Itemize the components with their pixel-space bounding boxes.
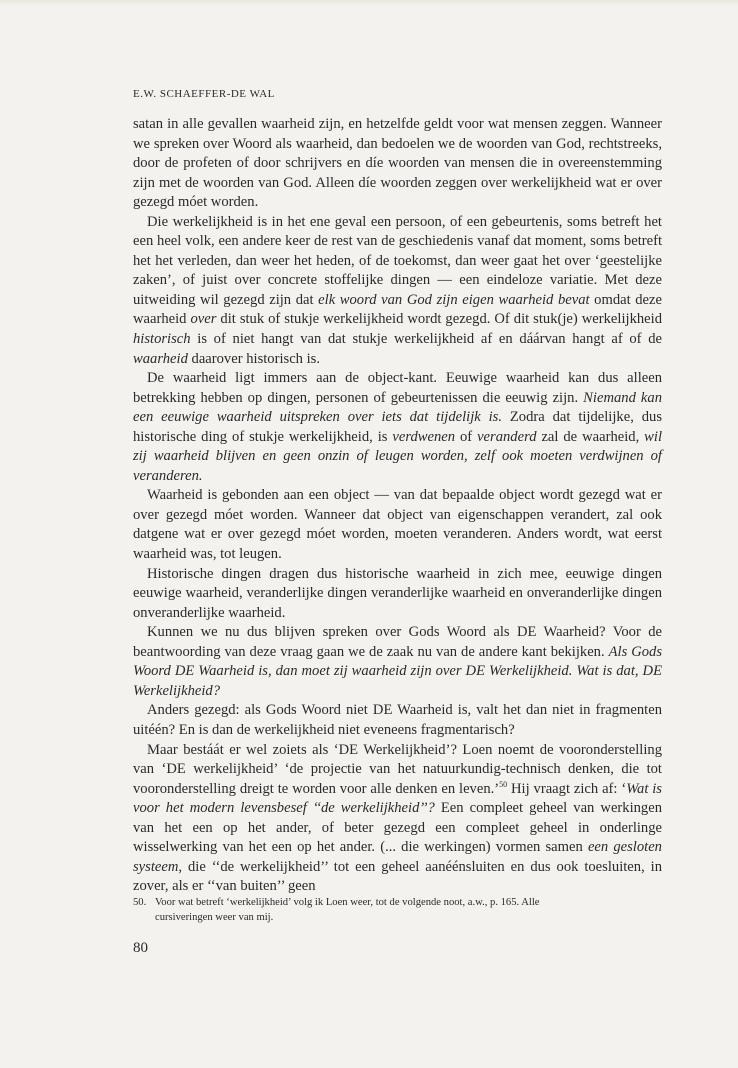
italic-text: elk woord van God zijn eigen waarheid bevat bbox=[318, 291, 590, 308]
paragraph bbox=[133, 369, 662, 486]
text-segment: Anders gezegd: als Gods Woord niet DE Waarheid is, valt het dan niet in fragmenten uitéén? En is dan de werkelijkheid niet eveneens fragmentarisch? bbox=[133, 702, 662, 738]
italic-text: Als Gods Woord DE Waarheid is, dan moet zij waarheid zijn over DE Werkelijkheid. Wat is dat, DE Werkelijkheid? bbox=[133, 643, 663, 699]
text-segment: De waarheid ligt immers aan de object-kant. Eeuwige waarheid kan dus alleen betrekking hebben op dingen, personen of gebeurtenissen die eeuwig zijn. bbox=[133, 370, 662, 406]
italic-text: wil zij waarheid blijven en geen onzin of leugen worden, zelf ook moeten verdwijnen of veranderen. bbox=[133, 428, 662, 484]
footnote-number: 50. bbox=[133, 897, 147, 908]
italic-text: verdwenen bbox=[392, 428, 456, 445]
text-segment: Die werkelijkheid is in het ene geval een persoon, of een gebeurtenis, soms betreft het een heel volk, een andere keer de rest van de geschiedenis vanaf dat moment, soms betreft het het verleden, dan weer het heden, of de toekomst, dan weer gaat het over ‘geestelijke zaken’, of juist over concrete stoffelijke dingen — een eindeloze variatie. Met deze uitweiding wil gezegd zijn dat bbox=[133, 213, 662, 308]
text-segment: is of niet hangt van dat stukje werkelijkheid af en dáárvan hangt af of de bbox=[190, 331, 662, 348]
paragraph bbox=[133, 115, 662, 213]
text-segment: Kunnen we nu dus blijven spreken over Gods Woord als DE Waarheid? Voor de beantwoording van deze vraag gaan we de zaak nu van de andere kant bekijken. bbox=[133, 624, 662, 660]
italic-text: Wat is voor het modern levensbesef ‘‘de werkelijkheid’’? bbox=[133, 780, 662, 817]
footnote-reference: 50 bbox=[499, 779, 508, 789]
paragraph bbox=[133, 701, 662, 740]
page-top-edge bbox=[0, 0, 738, 6]
footnote-text-line-2: cursiveringen weer van mij. bbox=[155, 912, 274, 923]
text-segment: satan in alle gevallen waarheid zijn, en hetzelfde geldt voor wat mensen zeggen. Wanneer we spreken over Woord als waarheid, dan bedoelen we de woorden van God, rechtstreeks, door de profeten of door schrijvers en díe woorden van mensen die in overeenstemming zijn met de woorden van God. Alleen díe woorden zeggen over werkelijkheid wat er over gezegd móet worden. bbox=[133, 116, 662, 211]
footnote-text-line-1: Voor wat betreft ‘werkelijkheid’ volg ik Loen weer, tot de volgende noot, a.w., p. 165. Alle bbox=[155, 897, 540, 908]
paragraph bbox=[133, 213, 662, 369]
paragraph bbox=[133, 741, 662, 897]
paragraph bbox=[133, 623, 662, 701]
italic-text: veranderd bbox=[477, 428, 537, 445]
text-segment: of bbox=[455, 428, 478, 445]
text-segment: daarover historisch is. bbox=[187, 350, 320, 367]
text-segment: Zodra dat tijdelijke, dus historische ding of stukje werkelijkheid, is bbox=[133, 409, 662, 445]
italic-text: historisch bbox=[133, 331, 191, 348]
footnote bbox=[133, 895, 662, 925]
text-segment: zal de waarheid, bbox=[536, 428, 645, 445]
italic-text: waarheid bbox=[133, 350, 188, 367]
text-segment: omdat deze waarheid bbox=[133, 291, 662, 328]
text-segment: Een compleet geheel van werkingen van het een op het ander, of beter gezegd een compleet geheel in onderlinge wisselwerking van het een op het ander. (... die werkingen) vormen samen bbox=[133, 800, 663, 856]
text-segment: Hij vraagt zich af: ‘ bbox=[507, 780, 627, 797]
text-segment: , die ‘‘de werkelijkheid’’ tot een geheel aanéénsluiten en dus ook toesluiten, in zover, als er ‘‘van buiten’’ geen bbox=[133, 858, 662, 895]
text-segment: Waarheid is gebonden aan een object — van dat bepaalde object wordt gezegd wat er over gezegd móet worden. Wanneer dat object van eigenschappen verandert, zal ook datgene wat er over gezegd móet worden, moeten veranderen. Anders wordt, wat eerst waarheid was, tot leugen. bbox=[133, 487, 662, 563]
running-head: E.W. SCHAEFFER-DE WAL bbox=[133, 88, 275, 100]
text-segment: Maar bestáát er wel zoiets als ‘DE Werkelijkheid’? Loen noemt de vooronderstelling van ‘DE werkelijkheid’ ‘de projectie van het natuurkundig-technisch denken, die tot vooronderstelling dreigt te worden voor alle denken en leven.’ bbox=[133, 741, 662, 797]
italic-text: een gesloten systeem bbox=[133, 839, 662, 875]
text-segment: Historische dingen dragen dus historische waarheid in zich mee, eeuwige dingen eeuwige waarheid, veranderlijke dingen veranderlijke waarheid en onveranderlijke dingen onveranderlijke waarheid. bbox=[133, 565, 662, 621]
paragraph bbox=[133, 565, 662, 624]
paragraph bbox=[133, 486, 662, 564]
page-number: 80 bbox=[133, 940, 148, 956]
body-text bbox=[133, 115, 662, 897]
italic-text: over bbox=[190, 311, 217, 328]
italic-text: Niemand kan een eeuwige waarheid uitspreken over iets dat tijdelijk is. bbox=[133, 389, 662, 426]
text-segment: dit stuk of stukje werkelijkheid wordt gezegd. Of dit stuk(je) werkelijkheid bbox=[216, 311, 662, 328]
